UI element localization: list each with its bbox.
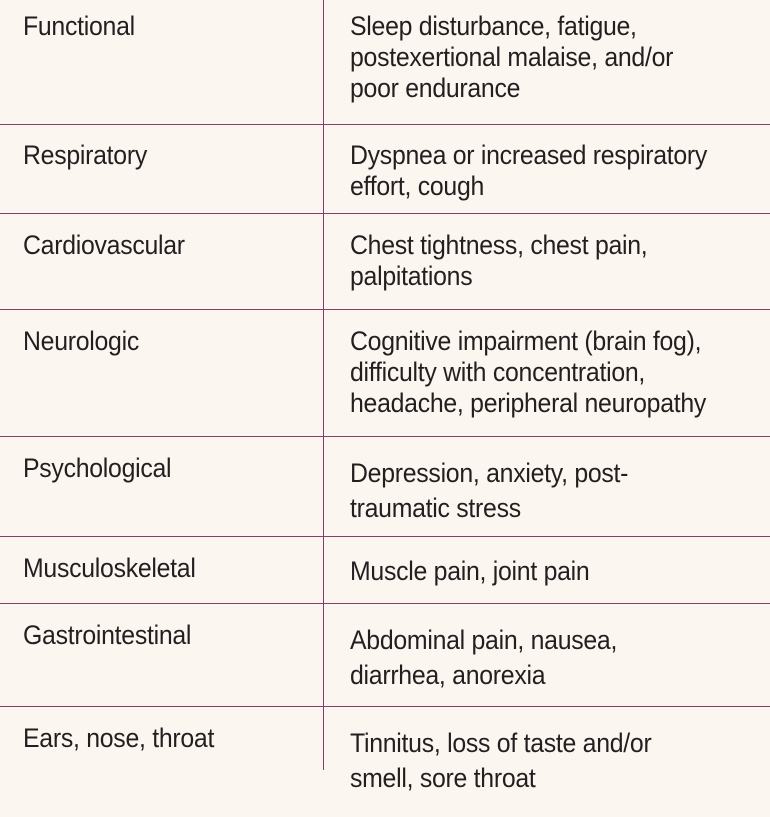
system-label: Cardiovascular (23, 230, 185, 260)
symptoms-text: Dyspnea or increased respiratory effort, cough (350, 140, 708, 201)
table-row (0, 214, 770, 310)
symptoms-text: Abdominal pain, nausea, diarrhea, anorexia (350, 625, 618, 690)
system-label: Gastrointestinal (23, 620, 192, 650)
system-label: Respiratory (23, 140, 147, 170)
table-row (0, 707, 770, 817)
table-row (0, 310, 770, 437)
symptoms-text: Depression, anxiety, post- traumatic stress (350, 458, 629, 523)
table-row (0, 604, 770, 707)
system-label: Musculoskeletal (23, 553, 196, 583)
table-row (0, 537, 770, 604)
table-row (0, 125, 770, 214)
symptoms-text: Sleep disturbance, fatigue, postexertional malaise, and/or poor endurance (350, 11, 674, 103)
symptoms-text: Chest tightness, chest pain, palpitations (350, 230, 648, 291)
table-row (0, 0, 770, 125)
system-label: Neurologic (23, 326, 139, 356)
system-label: Functional (23, 11, 135, 41)
table-row (0, 437, 770, 537)
system-label: Psychological (23, 453, 172, 483)
symptoms-text: Cognitive impairment (brain fog), difficulty with concentration, headache, peripheral neuropathy (350, 326, 707, 418)
symptoms-text: Tinnitus, loss of taste and/or smell, sore throat (350, 728, 652, 793)
symptoms-text: Muscle pain, joint pain (350, 556, 590, 586)
system-label: Ears, nose, throat (23, 723, 215, 753)
